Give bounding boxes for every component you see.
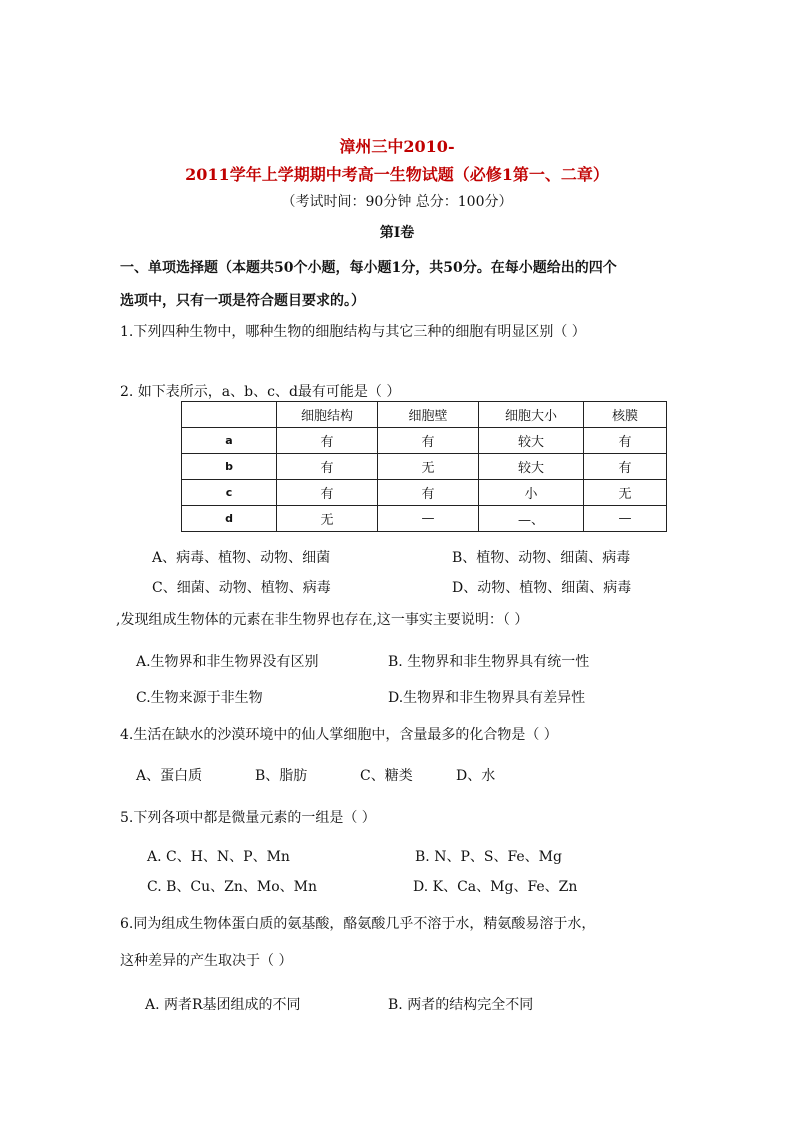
- question-4: 4.生活在缺水的沙漠环境中的仙人掌细胞中，含量最多的化合物是（ ）: [120, 727, 558, 743]
- table-header-cell: 核膜: [584, 402, 667, 428]
- question-5: 5.下列各项中都是微量元素的一组是（ ）: [120, 810, 376, 826]
- section-heading-line-1: 一、单项选择题（本题共50个小题，每小题1分，共50分。在每小题给出的四个: [120, 260, 617, 276]
- q4-option-d: D、水: [456, 768, 496, 784]
- q5-option-d: D. K、Ca、Mg、Fe、Zn: [413, 879, 578, 895]
- table-cell: —: [378, 506, 479, 532]
- q3-option-a: A.生物界和非生物界没有区别: [136, 654, 319, 670]
- table-cell: 有: [277, 454, 378, 480]
- q5-option-c: C. B、Cu、Zn、Mo、Mn: [147, 879, 317, 895]
- table-cell: 有: [277, 480, 378, 506]
- table-row-label: b: [182, 454, 277, 480]
- table-cell: 较大: [479, 428, 584, 454]
- q5-option-a: A. C、H、N、P、Mn: [147, 849, 290, 865]
- q2-option-b: B、植物、动物、细菌、病毒: [452, 550, 631, 566]
- table-header-cell: 细胞壁: [378, 402, 479, 428]
- exam-info: （考试时间：90分钟 总分：100分）: [281, 194, 513, 210]
- q3-option-d: D.生物界和非生物界具有差异性: [388, 690, 586, 706]
- question-1: 1.下列四种生物中，哪种生物的细胞结构与其它三种的细胞有明显区别（ ）: [120, 324, 586, 340]
- table-cell: 无: [584, 480, 667, 506]
- q2-option-d: D、动物、植物、细菌、病毒: [452, 580, 632, 596]
- q4-option-a: A、蛋白质: [136, 768, 203, 784]
- q2-option-c: C、细菌、动物、植物、病毒: [152, 580, 331, 596]
- table-header-cell: [182, 402, 277, 428]
- table-row: [182, 428, 667, 454]
- table-cell: 较大: [479, 454, 584, 480]
- table-row-label: d: [182, 506, 277, 532]
- table-row-label: c: [182, 480, 277, 506]
- question-6-line-1: 6.同为组成生物体蛋白质的氨基酸，酪氨酸几乎不溶于水，精氨酸易溶于水，: [120, 916, 596, 932]
- q3-option-b: B. 生物界和非生物界具有统一性: [388, 654, 590, 670]
- q3-option-c: C.生物来源于非生物: [136, 690, 263, 706]
- table-cell: 有: [378, 480, 479, 506]
- question-3: ,发现组成生物体的元素在非生物界也存在,这一事实主要说明：（ ）: [116, 612, 529, 628]
- table-cell: —、: [479, 506, 584, 532]
- table-cell: —: [584, 506, 667, 532]
- q2-option-a: A、病毒、植物、动物、细菌: [152, 550, 331, 566]
- table-cell: 无: [378, 454, 479, 480]
- q4-option-b: B、脂肪: [255, 768, 308, 784]
- table-row-label: a: [182, 428, 277, 454]
- table-cell: 有: [277, 428, 378, 454]
- table-cell: 有: [584, 454, 667, 480]
- section-heading-line-2: 选项中，只有一项是符合题目要求的。）: [120, 293, 365, 309]
- question-2-table: [181, 401, 667, 532]
- table-header-cell: 细胞结构: [277, 402, 378, 428]
- table-cell: 有: [584, 428, 667, 454]
- table-cell: 有: [378, 428, 479, 454]
- question-6-line-2: 这种差异的产生取决于（ ）: [120, 953, 293, 969]
- question-2: 2. 如下表所示，a、b、c、d最有可能是（ ）: [120, 384, 401, 400]
- q6-option-a: A. 两者R基团组成的不同: [145, 997, 301, 1013]
- q4-option-c: C、糖类: [360, 768, 413, 784]
- table-header-row: [182, 402, 667, 428]
- table-cell: 小: [479, 480, 584, 506]
- title-line-2: 2011学年上学期期中考高一生物试题（必修1第一、二章）: [185, 165, 609, 184]
- table-cell: 无: [277, 506, 378, 532]
- table-header-cell: 细胞大小: [479, 402, 584, 428]
- table-row: [182, 506, 667, 532]
- title-line-1: 漳州三中2010-: [339, 137, 455, 156]
- q5-option-b: B. N、P、S、Fe、Mg: [415, 849, 562, 865]
- q6-option-b: B. 两者的结构完全不同: [388, 997, 534, 1013]
- volume-heading: 第Ⅰ卷: [379, 225, 415, 241]
- table-row: [182, 454, 667, 480]
- table-row: [182, 480, 667, 506]
